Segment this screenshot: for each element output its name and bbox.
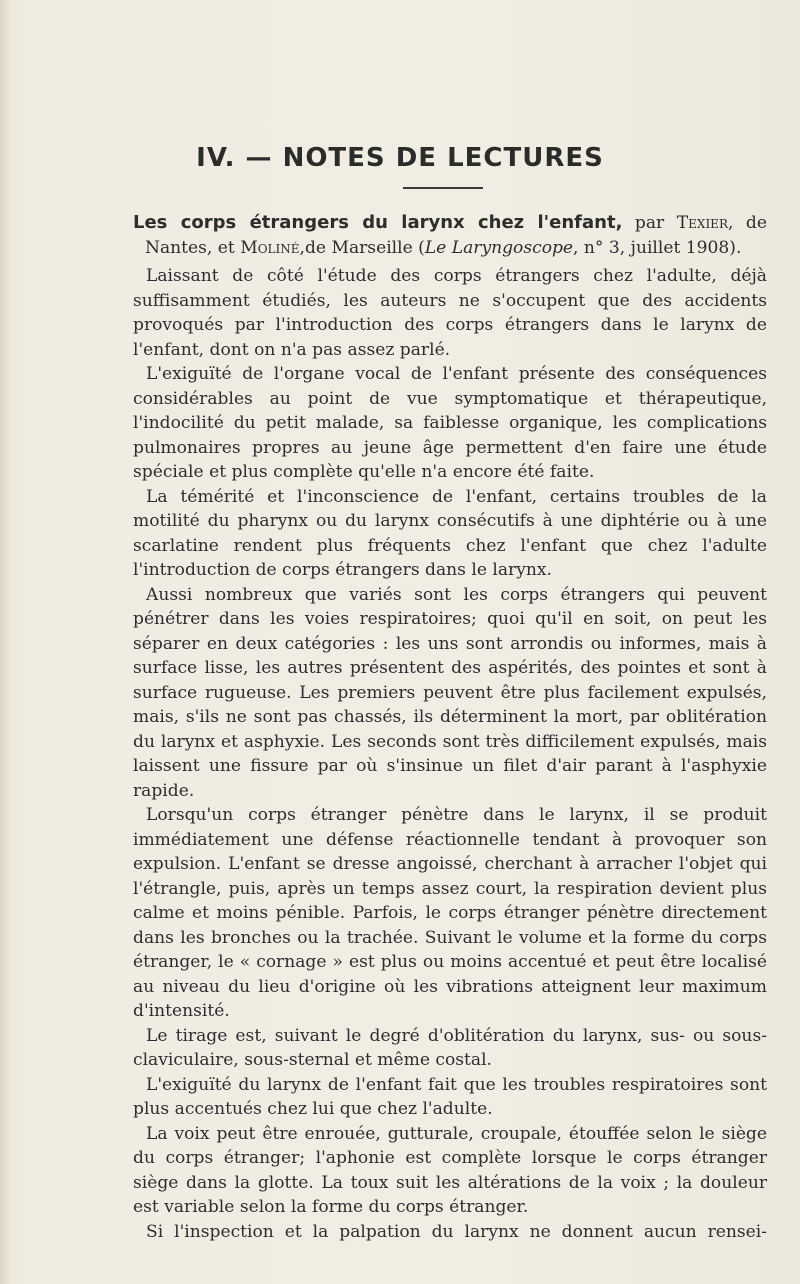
paragraph: Si l'inspection et la palpation du larynx ne donnent aucun rensei-: [146, 1221, 767, 1242]
paragraph: Laissant de côté l'étude des corps étrangers chez l'adulte, déjà suffisamment étudiés, les auteurs ne s'occupent que des accidents provoqués par l'introduction des corps étrangers dans le larynx de l'enfant, dont on n'a pas assez parlé.: [133, 266, 767, 360]
section-heading: IV. — NOTES DE LECTURES: [196, 143, 604, 173]
paragraph: La témérité et l'inconscience de l'enfant, certains troubles de la motilité du pharynx ou du larynx consécutifs à une diphtérie ou à une scarlatine rendent plus fréquents chez l'enfant que chez l'adulte l'introduction de corps étrangers dans le larynx.: [133, 486, 767, 580]
paragraph: Lorsqu'un corps étranger pénètre dans le larynx, il se produit immédiatement une défense réactionnelle tendant à provoquer son expulsion. L'enfant se dresse angoissé, cherchant à arracher l'objet qui l'étrangle, puis, après un temps assez court, la respiration devient plus calme et moins pénible. Parfois, le corps étranger pénètre directement dans les bronches ou la trachée. Suivant le volume et la forme du corps étranger, le « cornage » est plus ou moins accentué et peut être localisé au niveau du lieu d'origine où les vibrations atteignent leur maximum d'intensité.: [133, 805, 767, 1021]
paragraph: Aussi nombreux que variés sont les corps étrangers qui peuvent pénétrer dans les voies respiratoires; quoi qu'il en soit, on peut les séparer en deux catégories : les uns sont arrondis ou informes, mais à surface lisse, les autres présentent des aspérités, des pointes et sont à surface rugueuse. Les premiers peuvent être plus facilement expulsés, mais, s'ils ne sont pas chassés, ils déterminent la mort, par oblitération du larynx et asphyxie. Les seconds sont très difficilement expulsés, mais laissent une fissure par où s'insinue un filet d'air parant à l'asphyxie rapide.: [133, 584, 767, 801]
paragraph: L'exiguïté du larynx de l'enfant fait que les troubles respiratoires sont plus accentués chez lui que chez l'adulte.: [133, 1074, 767, 1119]
heading-rule: [403, 187, 483, 189]
article-title: Les corps étrangers du larynx chez l'enfant,: [133, 212, 623, 233]
paragraph: La voix peut être enrouée, gutturale, croupale, étouffée selon le siège du corps étranger; l'aphonie est complète lorsque le corps étranger siège dans la glotte. La toux suit les altérations de la voix ; la douleur est variable selon la forme du corps étranger.: [133, 1123, 767, 1217]
article-reference: Les corps étrangers du larynx chez l'enfant, par Texier, de Nantes, et Moliné,de Marseille (Le Laryngoscope, n° 3, juillet 1908).: [133, 212, 767, 258]
author-texier: Texier: [676, 213, 728, 233]
paragraph: L'exiguïté de l'organe vocal de l'enfant présente des conséquences considérables au point de vue symptomatique et thérapeutique, l'indocilité du petit malade, sa faiblesse organique, les complications pulmonaires propres au jeune âge permettent d'en faire une étude spéciale et plus complète qu'elle n'a encore été faite.: [133, 364, 767, 482]
paragraph: Le tirage est, suivant le degré d'oblitération du larynx, sus- ou sous-claviculaire, sous-sternal et même costal.: [133, 1025, 767, 1070]
article-body: [133, 211, 767, 1244]
author-moline: Moliné: [240, 237, 300, 258]
journal-name: Le Laryngoscope: [424, 237, 574, 258]
